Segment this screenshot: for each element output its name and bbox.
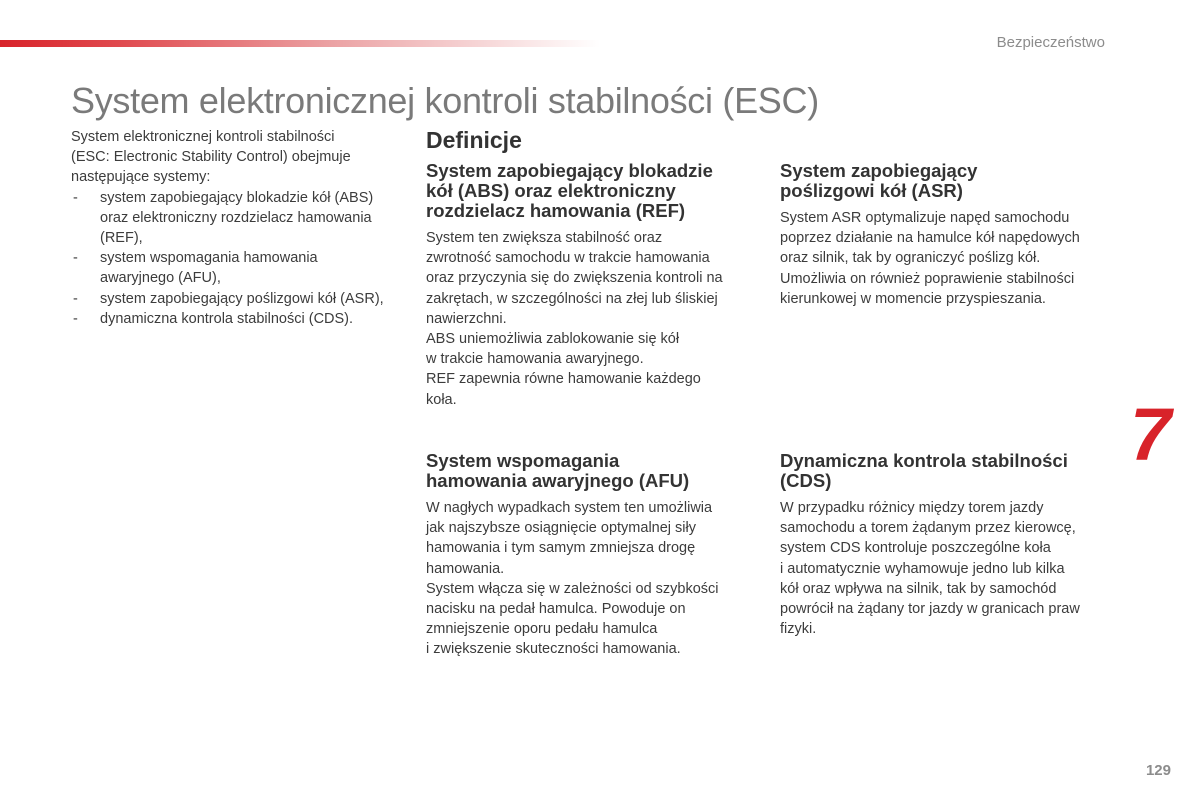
list-item-line: oraz elektroniczny rozdzielacz hamowania: [100, 209, 372, 226]
list-item-line: system zapobiegający blokadzie kół (ABS): [100, 189, 374, 206]
body-line: Umożliwia on również poprawienie stabilności: [780, 270, 1075, 287]
header-accent-bar: [0, 40, 600, 47]
list-item-line: system zapobiegający poślizgowi kół (ASR),: [100, 290, 384, 307]
body-line: i automatycznie wyhamowuje jedno lub kilka: [780, 560, 1065, 577]
body-line: system CDS kontroluje poszczególne koła: [780, 540, 1051, 557]
bullet-dash: -: [73, 250, 78, 267]
body-line: oraz silnik, tak by ograniczyć poślizg kół.: [780, 250, 1041, 267]
section-body: [426, 228, 756, 410]
section-name: Bezpieczeństwo: [996, 34, 1105, 51]
section-body: [780, 208, 1110, 309]
list-item-line: awaryjnego (AFU),: [100, 270, 221, 287]
body-line: W przypadku różnicy między torem jazdy: [780, 500, 1044, 516]
section-heading-line: hamowania awaryjnego (AFU): [426, 470, 690, 491]
page-title: System elektronicznej kontroli stabilności (ESC): [71, 80, 819, 121]
body-line: hamowania i tym samym zmniejsza drogę: [426, 540, 696, 557]
body-line: zakrętach, w szczególności na złej lub śliskiej: [426, 290, 718, 307]
section-heading: [426, 451, 756, 491]
body-line: nacisku na pedał hamulca. Powoduje on: [426, 601, 686, 618]
section-heading-line: (CDS): [780, 470, 832, 491]
section-heading: [426, 161, 756, 221]
section-heading-line: Dynamiczna kontrola stabilności: [780, 450, 1068, 471]
section-heading: [780, 451, 1110, 491]
list-item: [71, 289, 401, 309]
body-line: w trakcie hamowania awaryjnego.: [426, 351, 644, 368]
section-heading-line: rozdzielacz hamowania (REF): [426, 200, 686, 221]
intro-line: następujące systemy:: [71, 169, 211, 186]
bullet-dash: -: [73, 290, 78, 307]
body-line: poprzez działanie na hamulce kół napędowych: [780, 230, 1080, 247]
afu-section: [426, 451, 756, 660]
body-line: zwrotność samochodu w trakcie hamowania: [426, 250, 710, 267]
section-body: [780, 498, 1110, 639]
body-line: REF zapewnia równe hamowanie każdego: [426, 371, 701, 388]
body-line: koła.: [426, 391, 457, 408]
body-line: fizyki.: [780, 621, 817, 638]
section-heading-line: System zapobiegający blokadzie: [426, 160, 713, 181]
section-heading: [780, 161, 1110, 201]
body-line: kół oraz wpływa na silnik, tak by samochód: [780, 580, 1057, 597]
body-line: W nagłych wypadkach system ten umożliwia: [426, 500, 713, 516]
section-heading-line: kół (ABS) oraz elektroniczny: [426, 180, 676, 201]
body-line: samochodu a torem żądanym przez kierowcę,: [780, 520, 1076, 537]
intro-line: (ESC: Electronic Stability Control) obejmuje: [71, 149, 351, 166]
body-line: hamowania.: [426, 560, 505, 577]
definitions-heading: Definicje: [426, 127, 522, 153]
list-item-line: dynamiczna kontrola stabilności (CDS).: [100, 310, 354, 327]
abs-ref-section: [426, 161, 756, 410]
list-item-line: (REF),: [100, 230, 143, 247]
body-line: zmniejszenie oporu pedału hamulca: [426, 621, 658, 638]
body-line: nawierzchni.: [426, 310, 507, 327]
body-line: powrócił na żądany tor jazdy w granicach praw: [780, 601, 1080, 618]
asr-section: [780, 161, 1110, 309]
body-line: kierunkowej w momencie przyspieszania.: [780, 290, 1046, 307]
systems-list: [71, 188, 401, 329]
list-item: [71, 248, 401, 288]
section-heading-line: poślizgowi kół (ASR): [780, 180, 963, 201]
body-line: i zwiększenie skuteczności hamowania.: [426, 641, 681, 658]
section-heading-line: System zapobiegający: [780, 160, 978, 181]
list-item: [71, 188, 401, 249]
section-heading-line: System wspomagania: [426, 450, 620, 471]
list-item-line: system wspomagania hamowania: [100, 250, 318, 267]
section-body: [426, 498, 756, 660]
bullet-dash: -: [73, 310, 78, 327]
intro-line: System elektronicznej kontroli stabilności: [71, 129, 335, 145]
body-line: System ten zwiększa stabilność oraz: [426, 230, 663, 246]
chapter-number: 7: [1130, 393, 1172, 476]
body-line: ABS uniemożliwia zablokowanie się kół: [426, 331, 680, 348]
body-line: System ASR optymalizuje napęd samochodu: [780, 210, 1070, 226]
body-line: jak najszybsze osiągnięcie optymalnej siły: [426, 520, 696, 537]
list-item: [71, 309, 401, 329]
cds-section: [780, 451, 1110, 639]
intro-block: [71, 127, 401, 329]
bullet-dash: -: [73, 189, 78, 206]
page-number: 129: [1145, 762, 1171, 779]
body-line: System włącza się w zależności od szybkości: [426, 580, 719, 597]
body-line: oraz przyczynia się do zwiększenia kontroli na: [426, 270, 723, 287]
